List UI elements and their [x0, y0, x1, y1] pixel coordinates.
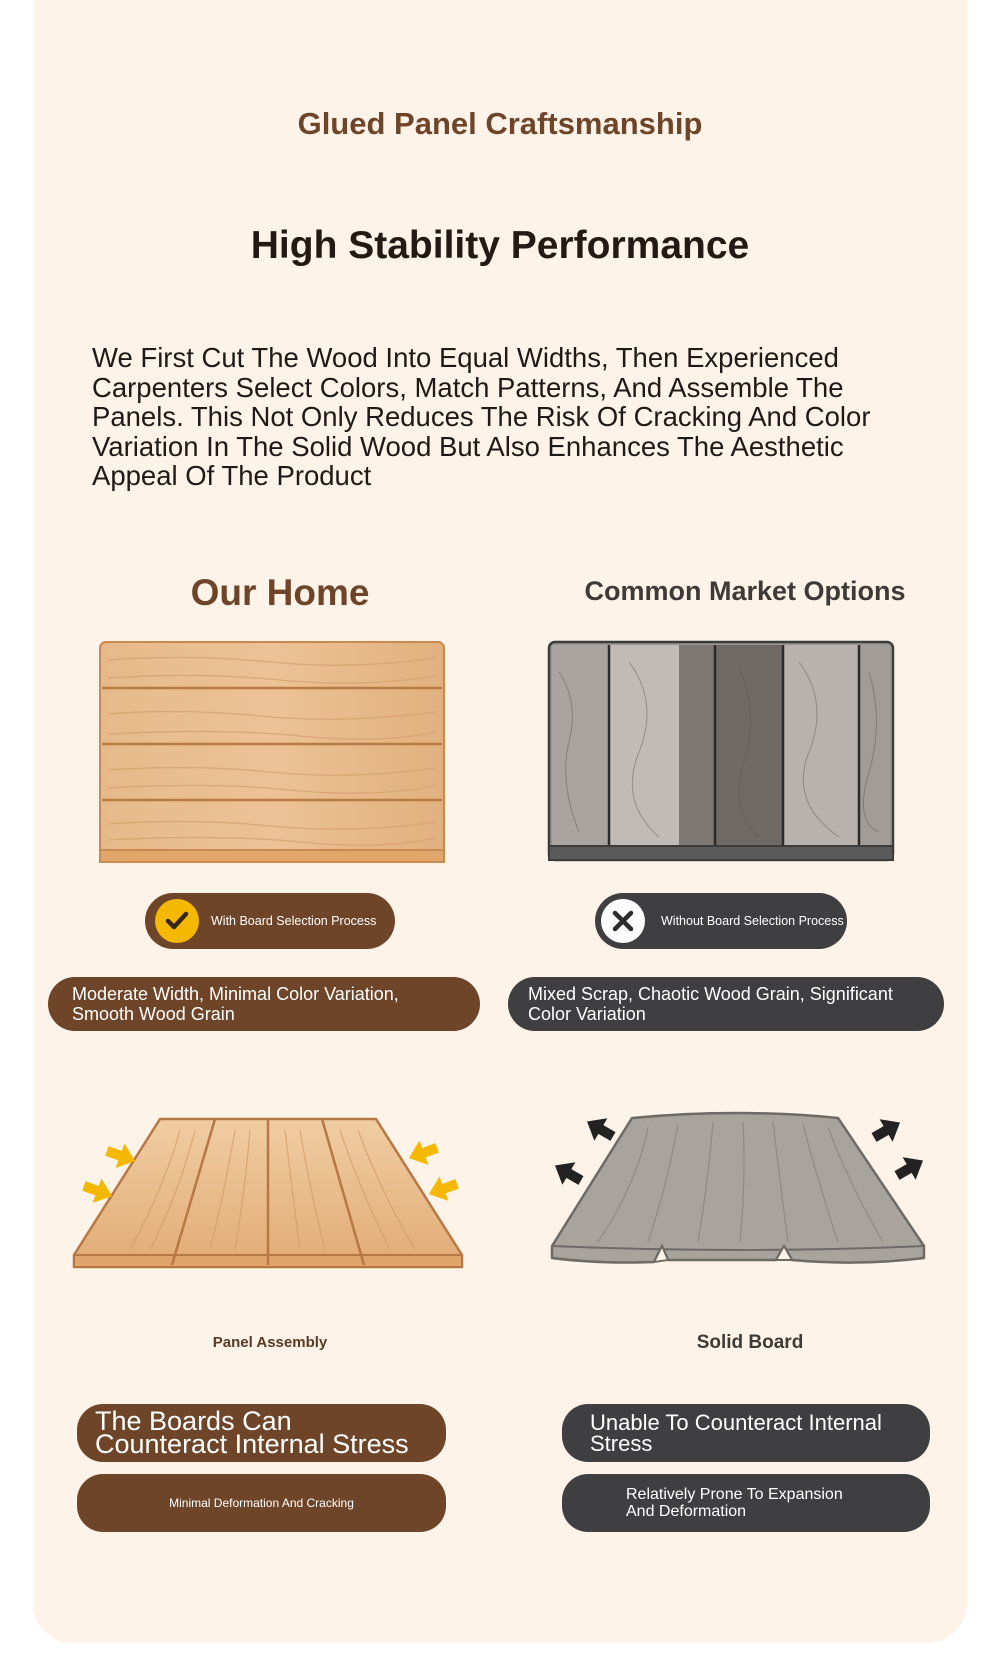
market-board-image [549, 642, 893, 860]
unable-counteract-pill [562, 1404, 930, 1462]
market-feature-pill [508, 977, 944, 1031]
prone-expansion-pill [562, 1474, 930, 1532]
feature-text: Mixed Scrap, Chaotic Wood Grain, Significant Color Variation [528, 984, 893, 1024]
section-title: High Stability Performance [250, 224, 750, 267]
description-text: We First Cut The Wood Into Equal Widths, Then Experienced Carpenters Select Colors, Match Patterns, And Assemble The Panels. This Not Only Reduces The Risk Of Cracking And Color Variation In The Solid Wood But Also Enhances The Aesthetic Appeal Of The Product [92, 342, 871, 491]
compression-arrow-icon [428, 1176, 458, 1202]
compression-arrow-icon [408, 1140, 438, 1166]
glued-panel-image [100, 642, 444, 862]
benefit-sub-text: Relatively Prone To Expansion And Deformation [626, 1486, 843, 1520]
compression-arrow-icon [83, 1178, 113, 1204]
solid-board-label: Solid Board [696, 1332, 804, 1353]
feature-text: Moderate Width, Minimal Color Variation, Smooth Wood Grain [72, 984, 399, 1024]
section-subtitle: Glued Panel Craftsmanship [297, 106, 703, 141]
expansion-arrow-icon [895, 1155, 925, 1181]
our-feature-pill [48, 977, 480, 1031]
x-icon [601, 899, 645, 943]
badge-label: With Board Selection Process [211, 914, 377, 928]
benefit-main-text: The Boards Can Counteract Internal Stress [95, 1406, 409, 1459]
expansion-arrow-icon [872, 1117, 902, 1143]
panel-assembly-image [70, 1115, 470, 1275]
minimal-deformation-pill [77, 1474, 446, 1532]
market-options-heading: Common Market Options [584, 576, 906, 606]
badge-label: Without Board Selection Process [661, 914, 844, 928]
expansion-arrow-icon [553, 1160, 583, 1186]
counteract-stress-pill [77, 1404, 446, 1462]
benefit-sub-text: Minimal Deformation And Cracking [169, 1496, 354, 1510]
benefit-main-text: Unable To Counteract Internal Stress [590, 1410, 882, 1456]
check-icon [155, 899, 199, 943]
our-home-heading: Our Home [190, 572, 370, 613]
expansion-arrow-icon [585, 1116, 615, 1142]
compression-arrow-icon [106, 1143, 136, 1169]
panel-assembly-label: Panel Assembly [212, 1334, 328, 1351]
